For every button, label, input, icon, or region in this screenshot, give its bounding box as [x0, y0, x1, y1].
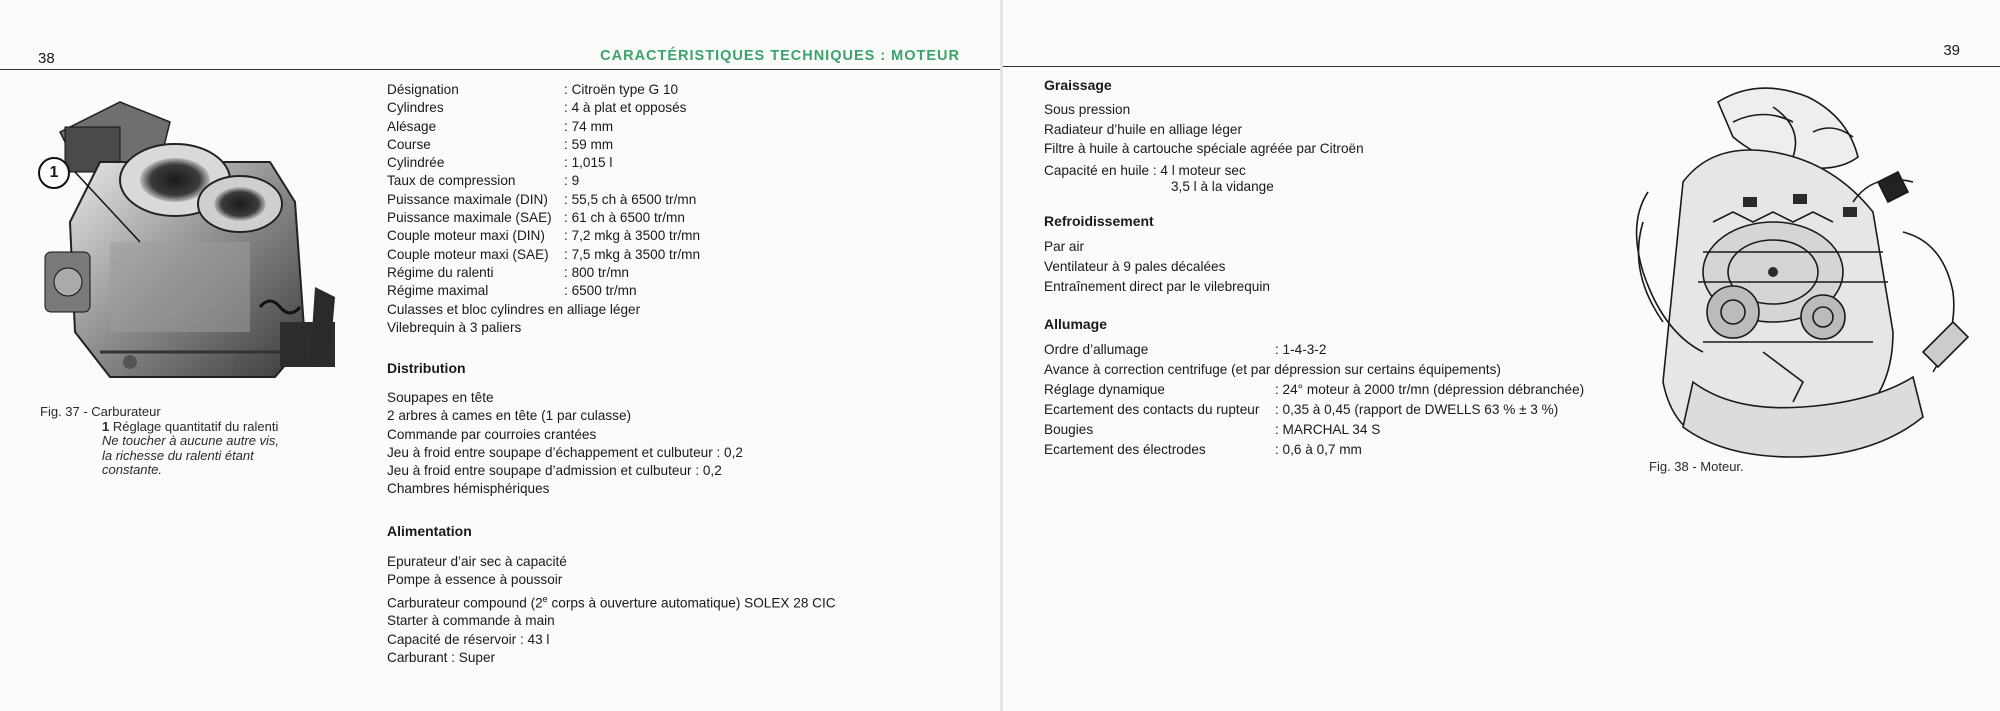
spec-row: [387, 154, 700, 172]
alimentation-line: Carburant : Super: [387, 650, 496, 666]
allumage-value: : 1-4-3-2: [1275, 342, 1327, 357]
distribution-line: Commande par courroies crantées: [387, 426, 597, 442]
spec-value: 6500 tr/mn: [571, 283, 637, 299]
spec-sep: :: [564, 155, 572, 171]
spec-row: [387, 118, 700, 136]
note-line: la richesse du ralenti étant: [102, 447, 254, 463]
fig37-item-text: Réglage quantitatif du ralenti: [112, 418, 279, 434]
spec-value: 74 mm: [571, 118, 614, 134]
spec-row: [387, 282, 700, 300]
allumage-row: [1044, 420, 1584, 440]
graissage-line: Filtre à huile à cartouche spéciale agréée par Citroën: [1044, 141, 1364, 156]
spec-note: Vilebrequin à 3 paliers: [387, 319, 522, 335]
spec-row: [387, 136, 700, 154]
carburateur-suffix: corps à ouverture automatique) SOLEX 28 CIC: [547, 595, 836, 611]
refroidissement-line: Entraînement direct par le vilebrequin: [1044, 279, 1270, 294]
allumage-row: [1044, 440, 1584, 460]
spec-row: [387, 227, 700, 245]
graissage-list: [1044, 101, 1364, 194]
spec-value: 61 ch à 6500 tr/mn: [571, 210, 685, 226]
alimentation-line: Epurateur d’air sec à capacité: [387, 554, 567, 569]
allumage-avance: Avance à correction centrifuge (et par dépression sur certains équipements): [1044, 362, 1501, 377]
spec-label: Course: [387, 136, 431, 152]
allumage-row: [1044, 380, 1584, 400]
spec-value: 800 tr/mn: [571, 264, 629, 280]
distribution-line: Chambres hémisphériques: [387, 481, 550, 497]
spec-label: Couple moteur maxi (SAE): [387, 246, 549, 262]
graissage-title: Graissage: [1044, 77, 1112, 93]
engine-figure: [1623, 82, 1973, 462]
spec-value: 7,5 mkg à 3500 tr/mn: [571, 246, 701, 262]
note-line: constante.: [102, 462, 162, 477]
spec-label: Cylindrée: [387, 155, 445, 171]
spec-value: 1,015 l: [571, 155, 613, 171]
allumage-label: Bougies: [1044, 422, 1094, 437]
fig37-caption: [40, 405, 312, 478]
spec-row: [387, 191, 700, 209]
spec-sep: :: [564, 118, 572, 134]
refroidissement-title: Refroidissement: [1044, 213, 1154, 229]
spec-label: Désignation: [387, 82, 459, 97]
distribution-title: Distribution: [387, 360, 466, 376]
capacite-row: [1044, 162, 1364, 178]
distribution-line: Soupapes en tête: [387, 390, 494, 405]
spec-sep: :: [564, 246, 572, 262]
spec-sep: :: [564, 82, 572, 97]
allumage-value: : 0,35 à 0,45 (rapport de DWELLS 63 % ± 3 %): [1275, 402, 1559, 417]
alimentation-line: Pompe à essence à poussoir: [387, 572, 563, 588]
distribution-line: Jeu à froid entre soupape d’admission et culbuteur : 0,2: [387, 463, 722, 479]
spec-label: Taux de compression: [387, 173, 516, 189]
allumage-table: [1044, 340, 1584, 460]
spec-row: [387, 99, 700, 117]
spec-value: 4 à plat et opposés: [571, 100, 687, 116]
allumage-value: : 24° moteur à 2000 tr/mn (dépression débranchée): [1275, 382, 1585, 397]
fig37-item-number: 1: [102, 418, 110, 434]
distribution-list: [387, 389, 743, 499]
spec-value: 9: [571, 173, 580, 189]
fig37-item: [40, 420, 312, 435]
spec-value: 7,2 mkg à 3500 tr/mn: [571, 228, 701, 244]
section-heading: CARACTÉRISTIQUES TECHNIQUES : MOTEUR: [600, 48, 960, 64]
allumage-label: Réglage dynamique: [1044, 382, 1165, 397]
spec-label: Alésage: [387, 118, 437, 134]
spec-row: [387, 172, 700, 190]
allumage-row: [1044, 400, 1584, 420]
header-rule-right: [1003, 66, 2000, 67]
callout-1: 1: [38, 157, 70, 189]
alimentation-line: Starter à commande à main: [387, 613, 555, 629]
allumage-value: : 0,6 à 0,7 mm: [1275, 442, 1362, 457]
spec-note: Culasses et bloc cylindres en alliage léger: [387, 301, 641, 317]
carburateur-prefix: Carburateur compound (2: [387, 595, 543, 611]
spec-label: Régime maximal: [387, 283, 489, 299]
capacite-label: Capacité en huile :: [1044, 162, 1157, 178]
header-rule: [0, 69, 1000, 70]
spec-sep: :: [564, 283, 572, 299]
engine-illustration: [1623, 82, 1973, 462]
spec-row: [387, 209, 700, 227]
graissage-line: Radiateur d’huile en alliage léger: [1044, 121, 1242, 137]
right-page: [1003, 0, 2000, 711]
spec-label: Cylindres: [387, 100, 444, 116]
spec-value: Citroën type G 10: [571, 82, 679, 97]
refroidissement-list: [1044, 238, 1270, 298]
spec-sep: :: [564, 100, 572, 116]
carburateur-sup: e: [542, 593, 548, 604]
fig38-caption: Fig. 38 - Moteur.: [1649, 459, 1744, 474]
fig37-title: Fig. 37 - Carburateur: [40, 404, 161, 419]
alimentation-line: Capacité de réservoir : 43 l: [387, 631, 550, 647]
alimentation-list: [387, 553, 836, 667]
alimentation-title: Alimentation: [387, 523, 472, 539]
spec-row: [387, 264, 700, 282]
distribution-line: Jeu à froid entre soupape d’échappement et culbuteur : 0,2: [387, 444, 743, 460]
distribution-line: 2 arbres à cames en tête (1 par culasse): [387, 408, 632, 424]
spec-label: Régime du ralenti: [387, 264, 494, 280]
spec-sep: :: [564, 136, 572, 152]
allumage-label: Ecartement des électrodes: [1044, 442, 1206, 457]
allumage-label: Ordre d’allumage: [1044, 342, 1149, 357]
spec-value: 59 mm: [571, 136, 614, 152]
allumage-row: [1044, 340, 1584, 360]
refroidissement-line: Par air: [1044, 239, 1085, 254]
spec-value: 55,5 ch à 6500 tr/mn: [571, 191, 697, 207]
carburetor-figure: [40, 92, 360, 392]
alimentation-carburateur: [387, 590, 836, 613]
allumage-title: Allumage: [1044, 316, 1108, 332]
capacite-value: 4 l moteur sec: [1160, 162, 1246, 178]
spec-label: Puissance maximale (SAE): [387, 210, 552, 226]
engine-spec-table: [387, 81, 700, 337]
spec-sep: :: [564, 173, 572, 189]
fig37-note: [40, 434, 312, 478]
spec-sep: :: [564, 264, 572, 280]
spec-label: Puissance maximale (DIN): [387, 191, 548, 207]
note-line: Ne toucher à aucune autre vis,: [102, 433, 280, 448]
graissage-line: Sous pression: [1044, 102, 1131, 117]
spec-sep: :: [564, 228, 572, 244]
page-number-left: 38: [38, 50, 55, 67]
page-number-right: 39: [1943, 42, 1960, 59]
spec-label: Couple moteur maxi (DIN): [387, 228, 545, 244]
refroidissement-line: Ventilateur à 9 pales décalées: [1044, 259, 1226, 274]
allumage-value: : MARCHAL 34 S: [1275, 422, 1381, 437]
allumage-label: Ecartement des contacts du rupteur: [1044, 402, 1260, 417]
carburetor-illustration: [40, 92, 360, 392]
spec-row: [387, 246, 700, 264]
spec-sep: :: [564, 191, 572, 207]
spec-sep: :: [564, 210, 572, 226]
capacite-value-2: 3,5 l à la vidange: [1171, 178, 1274, 194]
spec-row: [387, 81, 700, 99]
